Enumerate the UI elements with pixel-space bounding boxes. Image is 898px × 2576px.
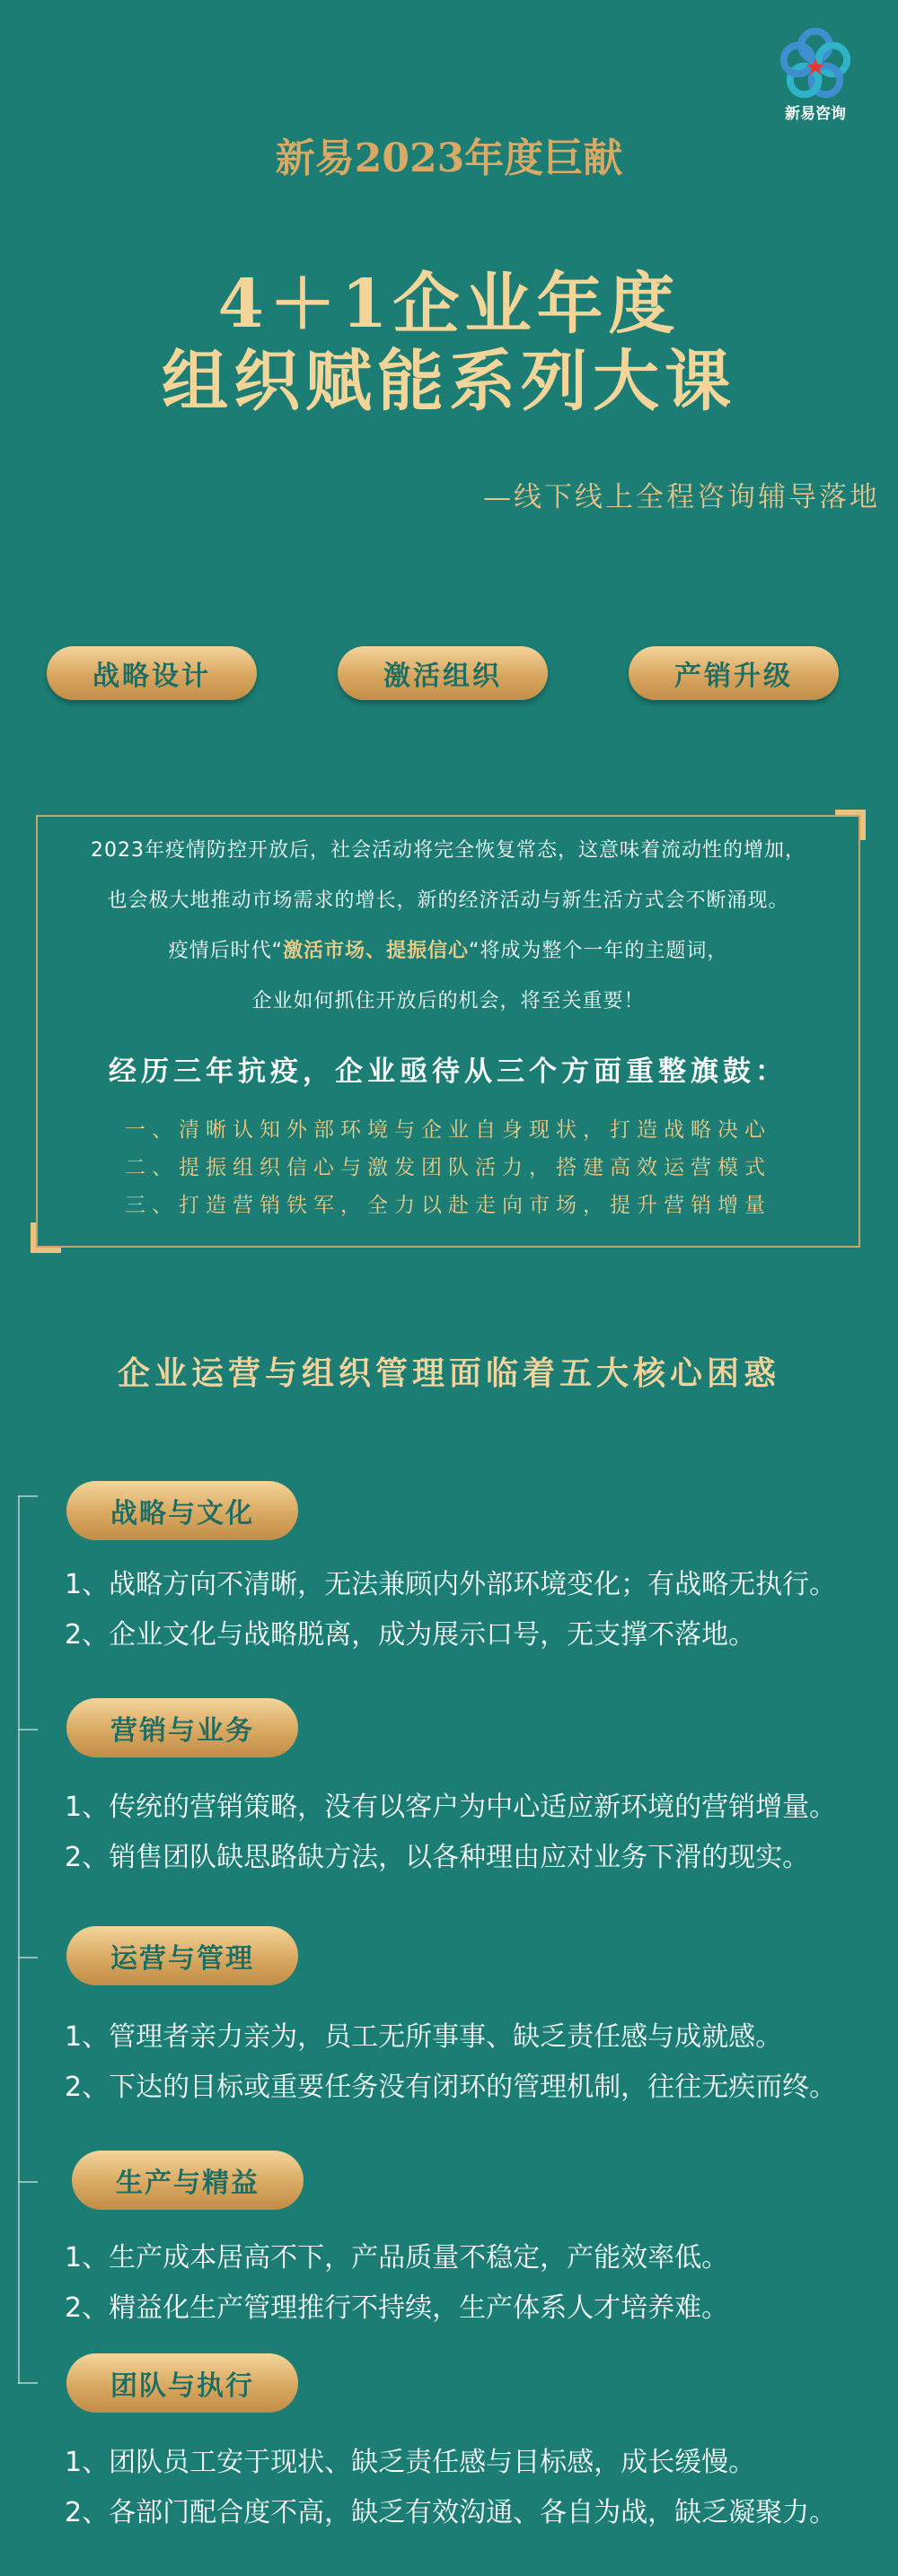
category-team-execution: 团队与执行 (66, 2353, 298, 2413)
list-item: 2、精益化生产管理推行不持续，生产体系人才培养难。 (65, 2292, 729, 2324)
timeline-tick (18, 2382, 38, 2384)
highlight-activate-market: 激活市场 (282, 940, 365, 962)
list-item: 1、生产成本居高不下，产品质量不稳定，产能效率低。 (65, 2242, 729, 2274)
page-subtitle: —线下线上全程咨询辅导落地 (483, 481, 880, 513)
timeline-tick (18, 1729, 38, 1730)
list-item: 2、各部门配合度不高，缺乏有效沟通、各自为战，缺乏凝聚力。 (65, 2497, 837, 2528)
category-strategy-culture: 战略与文化 (66, 1481, 298, 1540)
intro-box (36, 815, 860, 1248)
intro-point-3: 三、打造营销铁军，全力以赴走向市场，提升营销增量 (125, 1194, 771, 1217)
page-title-line2: 组织赋能系列大课 (162, 343, 736, 420)
list-item: 2、企业文化与战略脱离，成为展示口号，无支撑不落地。 (65, 1619, 756, 1651)
list-item: 1、战略方向不清晰，无法兼顾内外部环境变化；有战略无执行。 (65, 1569, 837, 1600)
list-item: 1、传统的营销策略，没有以客户为中心适应新环境的营销增量。 (65, 1792, 837, 1823)
section-title: 企业运营与组织管理面临着五大核心困惑 (117, 1355, 780, 1392)
category-production-lean: 生产与精益 (72, 2151, 304, 2210)
pill-production-sales-upgrade: 产销升级 (629, 646, 839, 700)
list-item: 2、销售团队缺思路缺方法，以各种理由应对业务下滑的现实。 (65, 1842, 810, 1873)
intro-heading: 经历三年抗疫，企业亟待从三个方面重整旗鼓： (109, 1056, 788, 1088)
list-item: 1、团队员工安于现状、缺乏责任感与目标感，成长缓慢。 (65, 2447, 756, 2478)
timeline-tick (18, 1957, 38, 1958)
timeline-tick (18, 2181, 38, 2183)
list-item: 1、管理者亲力亲为，员工无所事事、缺乏责任感与成就感。 (65, 2021, 783, 2053)
list-item: 2、下达的目标或重要任务没有闭环的管理机制，往往无疾而终。 (65, 2072, 837, 2103)
intro-line-3 (38, 935, 858, 963)
timeline-line (18, 1495, 20, 2384)
category-operations-management: 运营与管理 (66, 1926, 298, 1985)
pill-activate-organization: 激活组织 (338, 646, 548, 700)
pill-strategy-design: 战略设计 (47, 646, 257, 700)
intro-line-3-post: “将成为整个一年的主题词， (469, 940, 728, 962)
brand-logo (774, 23, 857, 123)
kicker-text: 新易2023年度巨献 (275, 136, 623, 181)
page-title-line1: 4＋1企业年度 (217, 266, 681, 343)
intro-point-1: 一、清晰认知外部环境与企业自身现状，打造战略决心 (125, 1118, 771, 1142)
intro-line-3-pre: 疫情后时代“ (168, 940, 283, 962)
intro-line-4: 企业如何抓住开放后的机会，将至关重要！ (251, 990, 645, 1012)
corner-decoration (31, 1222, 61, 1253)
intro-line-1: 2023年疫情防控开放后，社会活动将完全恢复常态，这意味着流动性的增加， (91, 839, 806, 862)
highlight-boost-confidence: 提振信心 (386, 940, 470, 962)
highlight-separator: 、 (365, 940, 386, 962)
category-marketing-business: 营销与业务 (66, 1698, 298, 1757)
flower-logo-icon (776, 23, 855, 102)
timeline-tick (18, 1495, 38, 1497)
logo-text: 新易咨询 (785, 105, 846, 123)
intro-line-2: 也会极大地推动市场需求的增长，新的经济活动与新生活方式会不断涌现。 (107, 889, 789, 912)
intro-point-2: 二、提振组织信心与激发团队活力，搭建高效运营模式 (125, 1156, 771, 1179)
